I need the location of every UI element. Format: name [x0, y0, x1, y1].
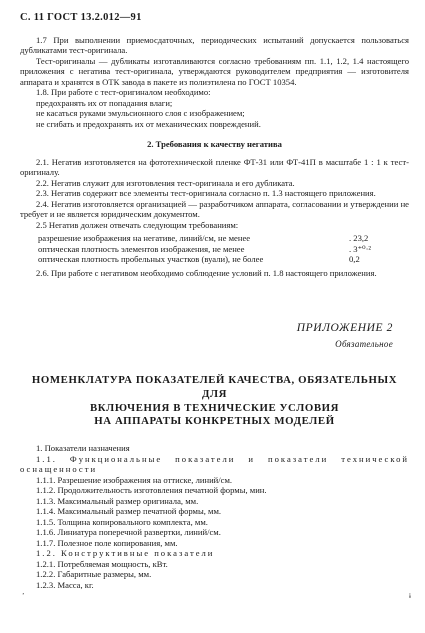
- para-1-8: 1.8. При работе с тест-оригиналом необходимо:: [36, 87, 211, 98]
- subsection-1-1: 1.1. Функциональные показатели и показатели технической оснащенности: [20, 453, 409, 475]
- list-item: 1.1.2. Продолжительность изготовления печатной формы, мин.: [36, 485, 267, 496]
- requirement-value: . 23,2: [349, 233, 369, 244]
- list-item: не касаться руками эмульсионного слоя с изображением;: [36, 108, 245, 119]
- para-2-2: 2.2. Негатив служит для изготовления тест-оригинала и его дубликата.: [36, 177, 295, 188]
- para-2-3: 2.3. Негатив содержит все элементы тест-оригинала согласно п. 1.3 настоящего приложения.: [36, 188, 376, 199]
- requirements-block: [38, 233, 409, 264]
- appendix-subtitle: Обязательное: [335, 338, 393, 349]
- title-line: НОМЕНКЛАТУРА ПОКАЗАТЕЛЕЙ КАЧЕСТВА, ОБЯЗАТЕЛЬНЫХ ДЛЯ: [31, 373, 398, 400]
- list-item: предохранять их от попадания влаги;: [36, 97, 173, 108]
- scan-mark-right: ɨ: [409, 592, 411, 600]
- requirement-label: оптическая плотность элементов изображения, не менее: [38, 243, 245, 254]
- document-title: [20, 374, 409, 429]
- requirement-label: разрешение изображения на негативе, линий/см, не менее: [38, 233, 251, 244]
- requirement-value: . 3⁺⁰·²: [349, 243, 372, 254]
- list-item: 1.1.4. Максимальный размер печатной формы, мм.: [36, 506, 222, 517]
- para-2-4: 2.4. Негатив изготовляется организацией — разработчиком аппарата, согласовании и утверждении не требует и не является юридическим документом.: [20, 198, 409, 220]
- requirement-value: 0,2: [349, 254, 360, 264]
- appendix-title: ПРИЛОЖЕНИЕ 2: [296, 321, 393, 334]
- para-2-5: 2.5 Негатив должен отвечать следующим требованиям:: [36, 219, 239, 230]
- list-item: 1.1.1. Разрешение изображения на оттиске, линий/см.: [36, 474, 233, 485]
- title-line: НА АППАРАТЫ КОНКРЕТНЫХ МОДЕЛЕЙ: [94, 415, 335, 428]
- subsection-1-2: 1.2. Конструктивные показатели: [36, 548, 215, 559]
- list-item: 1.1.7. Полезное поле копирования, мм.: [36, 537, 178, 548]
- requirement-row: [38, 233, 409, 243]
- para-test-originals: Тест-оригиналы — дубликаты изготавливаются согласно требованиям пп. 1.1, 1.2, 1.4 настоящего приложения с негатива тест-оригинала, утверждаются руководителем предприятия — изготовителя аппарата и хранятся в ОТК завода в пакете из полиэтилена по ГОСТ 10354.: [20, 55, 409, 87]
- title-line: ВКЛЮЧЕНИЯ В ТЕХНИЧЕСКИЕ УСЛОВИЯ: [89, 401, 340, 414]
- requirement-label: оптическая плотность пробельных участков (вуали), не более: [38, 254, 264, 264]
- list-item: 1.2.2. Габаритные размеры, мм.: [36, 569, 152, 580]
- list-item: 1.2.3. Масса, кг.: [36, 579, 94, 590]
- scan-mark-left: ʼ: [22, 592, 25, 600]
- requirement-row: [38, 244, 409, 254]
- para-2-1: 2.1. Негатив изготовляется на фототехнической пленке ФТ-31 или ФТ-41П в масштабе 1 : 1 к тест-оригиналу.: [20, 156, 409, 178]
- section-title-2: 2. Требования к качеству негатива: [147, 139, 282, 150]
- list-item: 1.1.5. Толщина копировального комплекта, мм.: [36, 516, 208, 527]
- list-item: 1.1.3. Максимальный размер оригинала, мм.: [36, 495, 199, 506]
- requirement-row: [38, 254, 409, 264]
- page-header: С. 11 ГОСТ 13.2.012—91: [20, 12, 142, 23]
- section-title-1: 1. Показатели назначения: [36, 443, 130, 454]
- para-1-7: 1.7 При выполнении приемосдаточных, периодических испытаний допускается пользоваться дубликатами тест-оригинала.: [20, 34, 409, 56]
- list-item: не сгибать и предохранять их от механических повреждений.: [36, 118, 261, 129]
- list-item: 1.2.1. Потребляемая мощность, кВт.: [36, 558, 168, 569]
- list-item: 1.1.6. Линиатура поперечной развертки, линий/см.: [36, 527, 221, 538]
- para-2-6: 2.6. При работе с негативом необходимо соблюдение условий п. 1.8 настоящего приложения.: [36, 268, 377, 279]
- appendix-heading: [20, 321, 409, 350]
